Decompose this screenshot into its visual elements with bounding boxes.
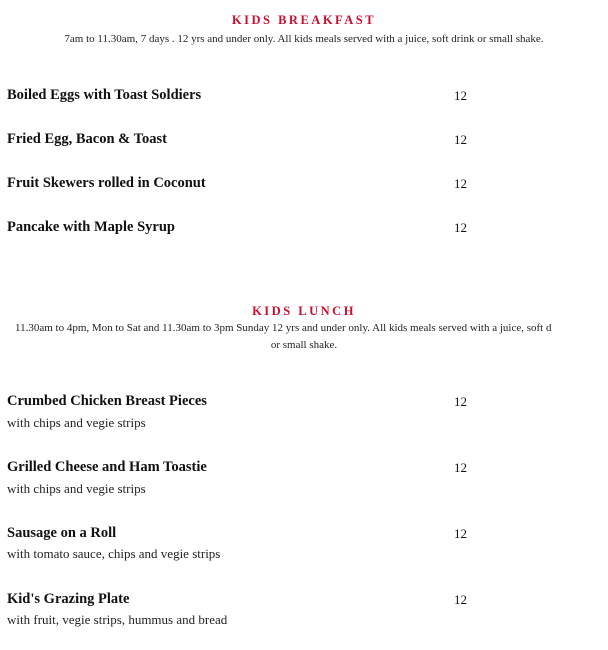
lunch-item-desc: with fruit, vegie strips, hummus and bread bbox=[7, 612, 228, 627]
lunch-item-desc: with chips and vegie strips bbox=[7, 415, 146, 430]
breakfast-item-name: Pancake with Maple Syrup bbox=[7, 219, 175, 235]
lunch-item-desc: with chips and vegie strips bbox=[7, 481, 146, 496]
lunch-info-line1: 11.30am to 4pm, Mon to Sat and 11.30am to 3pm Sunday 12 yrs and under only. All kids meals served with a juice, soft d bbox=[15, 322, 552, 334]
lunch-item-price: 12 bbox=[454, 394, 467, 409]
lunch-item-name: Grilled Cheese and Ham Toastie bbox=[7, 459, 207, 475]
lunch-item-name: Sausage on a Roll bbox=[7, 525, 117, 541]
breakfast-item-price: 12 bbox=[454, 132, 467, 147]
lunch-info-line2: or small shake. bbox=[270, 339, 338, 351]
breakfast-item-name: Boiled Eggs with Toast Soldiers bbox=[7, 87, 202, 103]
breakfast-title: KIDS BREAKFAST bbox=[231, 13, 377, 27]
lunch-title: KIDS LUNCH bbox=[252, 304, 356, 318]
lunch-item-desc: with tomato sauce, chips and vegie strips bbox=[7, 546, 221, 561]
breakfast-item-price: 12 bbox=[454, 88, 467, 103]
lunch-item-price: 12 bbox=[454, 460, 467, 475]
lunch-item-name: Crumbed Chicken Breast Pieces bbox=[7, 393, 207, 409]
breakfast-info: 7am to 11.30am, 7 days . 12 yrs and under only. All kids meals served with a juice, soft drink or small shake. bbox=[64, 33, 544, 45]
breakfast-item-price: 12 bbox=[454, 220, 467, 235]
breakfast-item-name: Fried Egg, Bacon & Toast bbox=[7, 131, 167, 147]
lunch-item-name: Kid's Grazing Plate bbox=[7, 591, 130, 607]
breakfast-item-price: 12 bbox=[454, 176, 467, 191]
lunch-item-price: 12 bbox=[454, 526, 467, 541]
breakfast-item-name: Fruit Skewers rolled in Coconut bbox=[7, 175, 206, 191]
lunch-item-price: 12 bbox=[454, 592, 467, 607]
